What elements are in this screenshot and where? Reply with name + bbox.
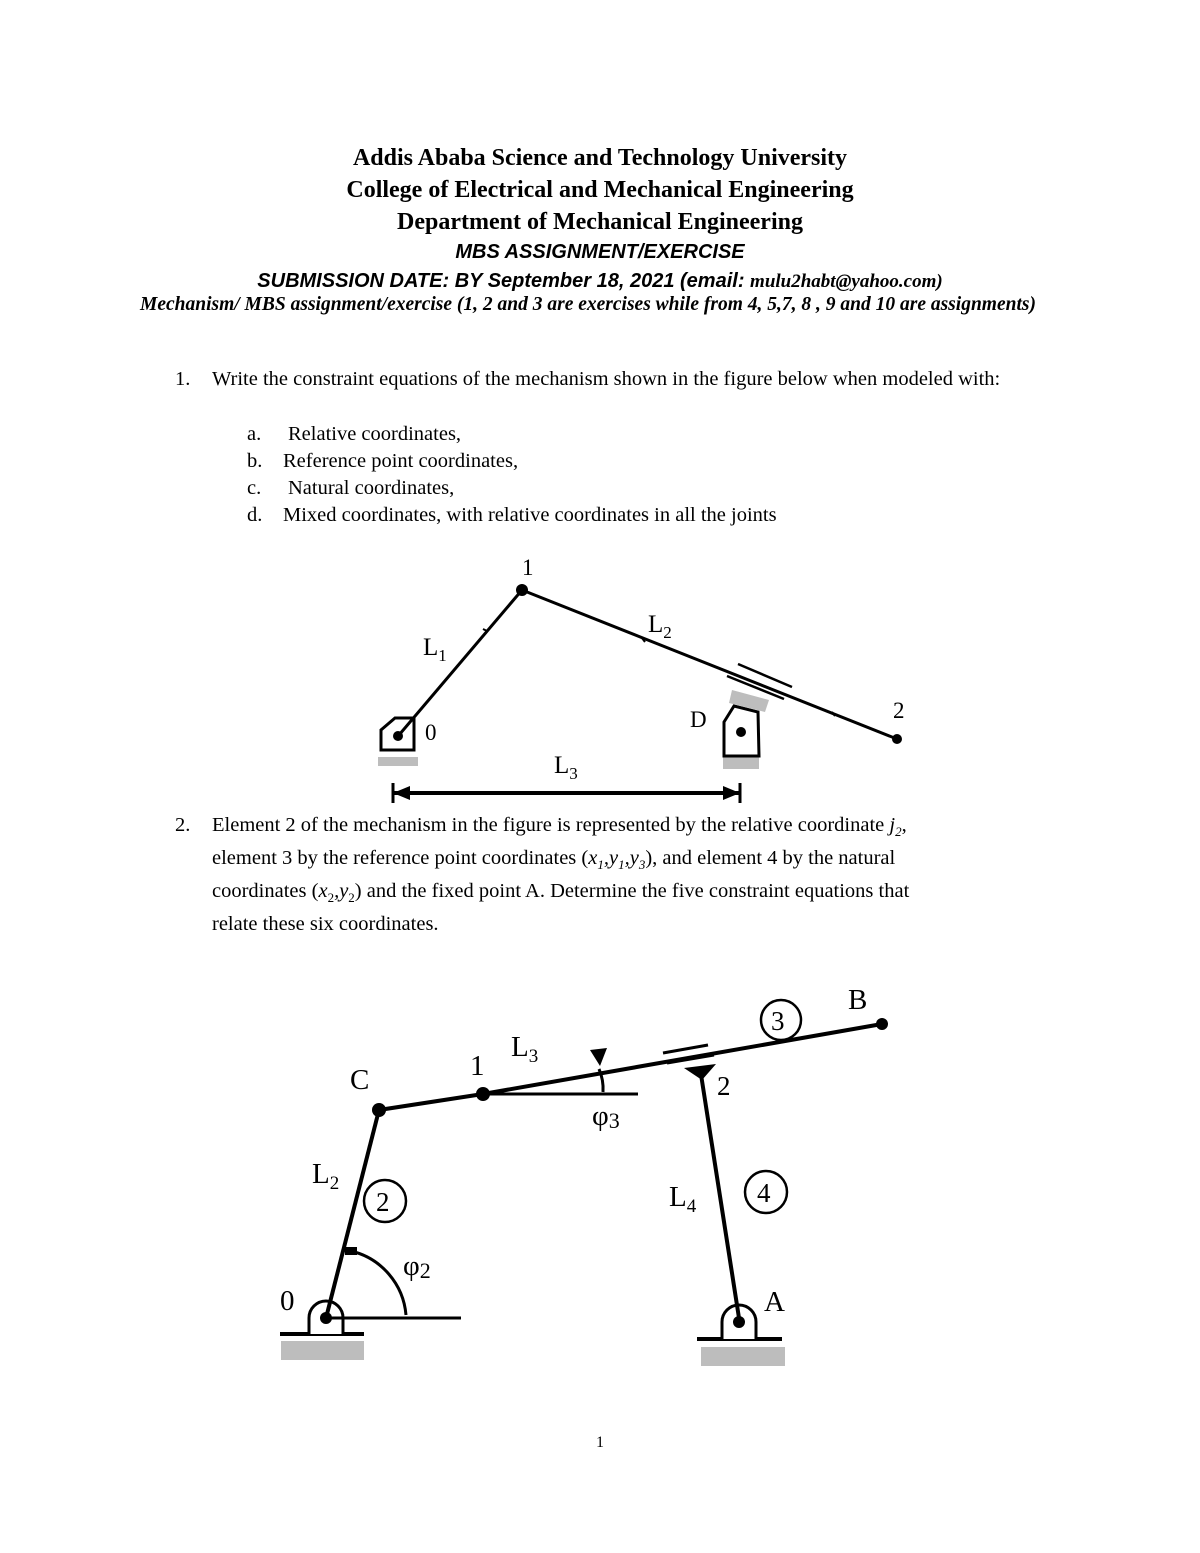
submission-prefix: SUBMISSION DATE: BY September 18, 2021 (email:	[257, 270, 751, 292]
joint-C	[372, 1103, 386, 1117]
link-C1	[379, 1094, 483, 1110]
question-2-line-2: element 3 by the reference point coordinates $(x_1,y_1,y_3)$, and element 4 by the natural	[212, 847, 896, 873]
intro-text: Mechanism/ MBS assignment/exercise (1, 2 and 3 are exercises while from 4, 5,7, 8 , 9 and 10 are assignments)	[140, 294, 1036, 315]
department-name: Department of Mechanical Engineering	[397, 209, 803, 235]
joint-0	[320, 1312, 332, 1324]
phi2-arc	[351, 1251, 406, 1315]
label-L2: $L_2$	[312, 1158, 340, 1194]
label-joint-1: 1	[522, 555, 534, 580]
slider-guide-top	[663, 1045, 708, 1053]
page-number: 1	[596, 1434, 604, 1451]
item-letter: c.	[247, 477, 262, 499]
assignment-title: MBS ASSIGNMENT/EXERCISE	[455, 241, 745, 263]
question-2-line-4: relate these six coordinates.	[212, 913, 439, 936]
label-L3: $L_3$	[554, 752, 578, 783]
label-L3: $L_3$	[511, 1031, 539, 1067]
ground-0	[281, 1341, 364, 1360]
question-2-number: 2.	[175, 814, 191, 836]
label-phi2: φ2	[403, 1250, 431, 1283]
question-1-text: Write the constraint equations of the mechanism shown in the figure below when modeled with:	[212, 368, 1001, 390]
label-A: A	[764, 1286, 785, 1318]
label-element-4: 4	[757, 1178, 771, 1208]
link-L4	[700, 1068, 739, 1318]
joint-A	[733, 1316, 745, 1328]
link-L2	[326, 1110, 379, 1318]
label-joint-0: 0	[280, 1285, 295, 1317]
label-joint-1: 1	[470, 1050, 485, 1082]
label-L1: $L_1$	[423, 634, 447, 665]
label-joint-2: 2	[717, 1071, 731, 1101]
label-C: C	[350, 1064, 370, 1096]
item-text: Reference point coordinates,	[283, 450, 519, 472]
question-2-line-1: Element 2 of the mechanism in the figure is represented by the relative coordinate $j_2$,	[212, 814, 907, 840]
label-phi3: φ3	[592, 1100, 620, 1133]
item-text: Natural coordinates,	[288, 477, 455, 499]
phi2-arc-tick	[345, 1247, 357, 1255]
item-letter: d.	[247, 504, 263, 526]
item-letter: a.	[247, 423, 262, 445]
university-name: Addis Ababa Science and Technology University	[352, 145, 848, 171]
question-1-number: 1.	[175, 368, 191, 390]
label-element-3: 3	[771, 1006, 785, 1036]
label-B: B	[848, 984, 868, 1016]
joint-1	[476, 1087, 490, 1101]
phi3-arrow	[590, 1048, 607, 1066]
label-joint-0: 0	[425, 720, 437, 745]
label-joint-D: D	[690, 707, 707, 732]
joint-B	[876, 1018, 888, 1030]
label-L2: $L_2$	[648, 611, 672, 642]
ground-A	[701, 1347, 785, 1366]
label-L4: $L_4$	[669, 1181, 697, 1217]
question-2-line-3: coordinates $(x_2,y_2)$ and the fixed point A. Determine the five constraint equations that	[212, 880, 910, 906]
label-joint-2: 2	[893, 698, 905, 723]
item-text: Mixed coordinates, with relative coordinates in all the joints	[283, 504, 777, 526]
item-letter: b.	[247, 450, 263, 472]
submission-email: mulu2habt@yahoo.com)	[750, 271, 943, 292]
item-text: Relative coordinates,	[288, 423, 462, 445]
college-name: College of Electrical and Mechanical Engineering	[346, 177, 854, 203]
slider-block-2	[684, 1064, 716, 1080]
label-element-2: 2	[376, 1187, 390, 1217]
